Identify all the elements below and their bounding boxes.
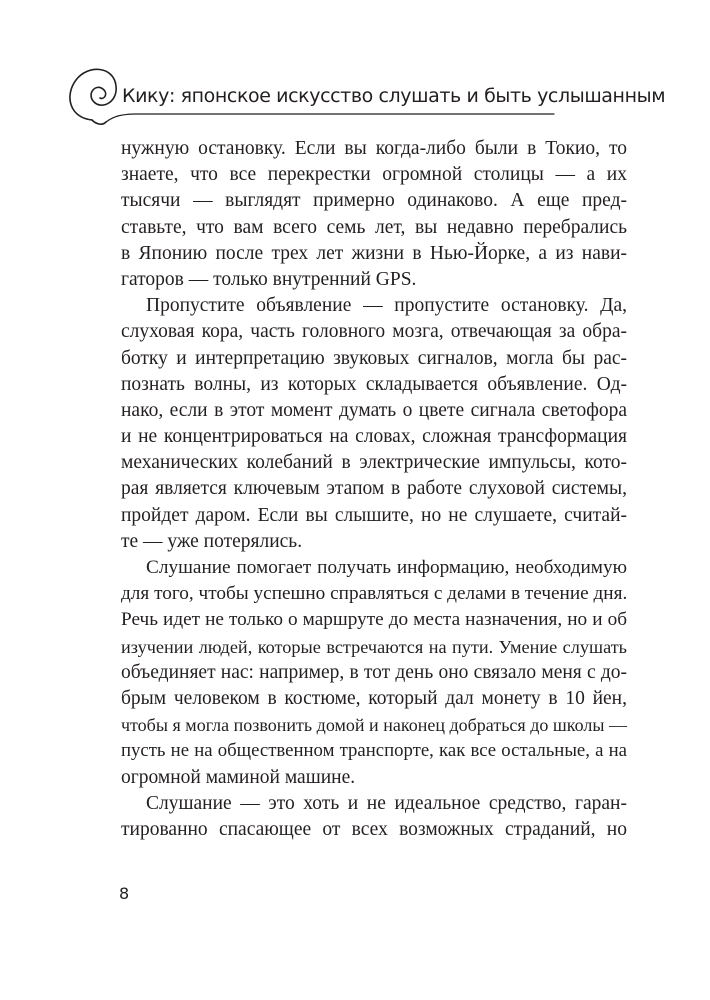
text-line: брым человеком в костюме, который дал монету в 10 йен, <box>121 687 627 709</box>
text-line: Слушание — это хоть и не идеальное средство, гаран- <box>146 792 627 814</box>
text-line: чтобы я могла позвонить домой и наконец добраться до школы — <box>121 715 627 736</box>
text-line: те — уже потерялись. <box>121 530 303 552</box>
text-line: гаторов — только внутренний GPS. <box>121 268 417 290</box>
text-line: нако, если в этот момент думать о цвете сигнала светофора <box>121 399 627 421</box>
text-line: познать волны, из которых складывается объявление. Од- <box>121 373 627 395</box>
text-line: рая является ключевым этапом в работе слуховой системы, <box>121 478 627 500</box>
body-text <box>121 136 627 843</box>
text-line: Слушание помогает получать информацию, необходимую <box>146 557 627 578</box>
text-line: ботку и интерпретацию звуковых сигналов, могла бы рас- <box>121 347 627 369</box>
running-title: Кику: японское искусство слушать и быть услышанным <box>122 85 666 107</box>
paragraph <box>121 293 627 555</box>
paragraph <box>121 791 627 843</box>
text-line: и не концентрироваться на словах, сложная трансформация <box>121 426 627 448</box>
running-header <box>62 60 666 135</box>
text-line: для того, чтобы успешно справляться с делами в течение дня. <box>121 583 628 605</box>
paragraph <box>121 555 627 791</box>
text-line: Речь идет не только о маршруте до места назначения, но и об <box>121 609 627 631</box>
text-line: изучении людей, которые встречаются на пути. Умение слушать <box>121 636 627 657</box>
text-line: слуховая кора, часть головного мозга, отвечающая за обра- <box>121 321 627 343</box>
text-line: нужную остановку. Если вы когда-либо были в Токио, то <box>121 138 627 159</box>
text-line: ставьте, что вам всего семь лет, вы недавно перебрались <box>121 216 627 238</box>
text-line: пусть не на общественном транспорте, как все остальные, а на <box>121 740 627 762</box>
text-line: знаете, что все перекрестки огромной столицы — а их <box>121 164 627 186</box>
text-line: пройдет даром. Если вы слышите, но не слушаете, считай- <box>121 504 627 526</box>
text-line: Пропустите объявление — пропустите остановку. Да, <box>146 295 627 317</box>
text-line: механических колебаний в электрические импульсы, кото- <box>121 452 627 474</box>
page-number: 8 <box>119 884 130 903</box>
paragraph <box>121 136 627 293</box>
text-line: объединяет нас: например, в тот день оно связало меня с до- <box>121 661 627 683</box>
text-line: тысячи — выглядят примерно одинаково. А еще пред- <box>121 190 627 212</box>
text-line: огромной маминой машине. <box>121 766 356 788</box>
text-line: тированно спасающее от всех возможных страданий, но <box>121 818 627 840</box>
text-line: в Японию после трех лет жизни в Нью-Йорке, а из нави- <box>121 242 627 264</box>
